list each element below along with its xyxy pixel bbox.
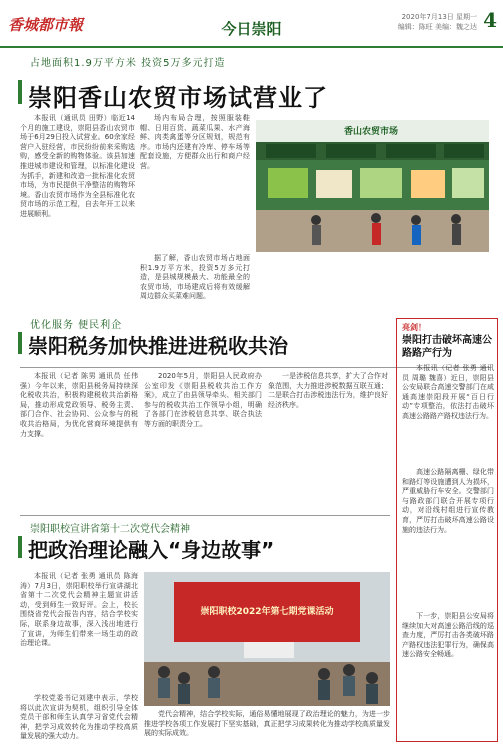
story1-column-1: 本报讯（通讯员 田野）临近14个月的施工建设，崇阳县香山农贸市场于6月29日投入试营业。60余家经营户入驻经营，市民纷纷前来采购选购，感受全新的购物体验。该县加速推进城市建设和管理，以标准化建设为抓手，新建和改造一批标准化农贸市场，为市民提供干净整洁的购物环境。香山农贸市场作为全县标准化农贸市场的示范工程，自去年开工以来进展顺利。 bbox=[20, 114, 135, 218]
sidebar-column-1: 本报讯（记者 张勇 通讯员 周璐 魏喜）近日，崇阳县公安局联合高速交警部门在咸通高速崇阳段开展“百日行动”专项整治，依法打击破坏高速公路路产路权违法行为。 bbox=[402, 364, 494, 420]
story2-column-2: 2020年5月，崇阳县人民政府办公室印发《崇阳县税收共治工作方案》，成立了由县领导牵头、相关部门参与的税收共治工作领导小组，明确了各部门在涉税信息共享、联合执法等方面的职责分工。 bbox=[144, 372, 262, 428]
sidebar-column-3: 下一步，崇阳县公安局将继续加大对高速公路沿线的巡查力度，严厉打击各类破坏路产路权违法犯罪行为，确保高速公路安全畅通。 bbox=[402, 612, 494, 659]
story1-column-3: 据了解，香山农贸市场占地面积1.9万平方米，投资5万多元打造，是县城规模最大、功能最全的农贸市场，市场建成后将有效缓解周边群众买菜难问题。 bbox=[140, 254, 250, 301]
classroom-photo-illustration bbox=[144, 572, 390, 706]
story1-title-bar bbox=[18, 80, 22, 104]
market-photo bbox=[256, 120, 489, 252]
story3-subtitle: 崇阳职校宣讲省第十二次党代会精神 bbox=[30, 524, 190, 535]
classroom-banner: 崇阳职校2022年第七期党课活动 bbox=[200, 607, 334, 617]
story2-subtitle: 优化服务 便民利企 bbox=[30, 320, 123, 331]
story2-title: 崇阳税务加快推进进税收共治 bbox=[28, 334, 288, 358]
story1-title: 崇阳香山农贸市场试营业了 bbox=[28, 84, 328, 112]
story3-column-1: 本报讯（记者 张勇 通讯员 陈海涛）7月3日，崇阳职校举行宣讲湖北省第十二次党代会精神主题宣讲活动，受到师生一致好评。会上，校长围绕省党代会报告内容，结合学校实际，联系身边故事，深入浅出地进行了宣讲，为师生们带来一场生动的政治理论课。 bbox=[20, 572, 138, 648]
story2-title-bar bbox=[18, 332, 22, 354]
section-title: 今日崇阳 bbox=[221, 20, 282, 38]
sidebar-column-2: 高速公路隔离栅、绿化带和路灯等设施遭到人为损坏，严重威胁行车安全。交警部门与路政部门联合开展专项行动，对沿线村组进行宣传教育，严厉打击破坏高速公路设施的违法行为。 bbox=[402, 468, 494, 534]
market-photo-illustration bbox=[256, 120, 489, 252]
market-photo-banner: 香山农贸市场 bbox=[344, 127, 399, 137]
sidebar-title: 崇阳打击破坏高速公路路产行为 bbox=[402, 335, 492, 359]
classroom-photo bbox=[144, 572, 390, 706]
page-number: 4 bbox=[483, 8, 497, 32]
story3-title: 把政治理论融入“身边故事” bbox=[28, 538, 275, 562]
masthead bbox=[0, 0, 503, 48]
story1-subtitle: 占地面积1.9万平方米 投资5万多元打造 bbox=[30, 58, 226, 69]
story3-column-2: 学校党委书记刘建中表示，学校将以此次宣讲为契机，组织引导全体党员干部和师生认真学习省党代会精神，把学习成效转化为推动学校高质量发展的强大动力。 bbox=[20, 694, 138, 741]
date-line: 2020年7月13日 星期一 编辑：陈旺 美编：魏之达 bbox=[397, 13, 477, 31]
story3-title-bar bbox=[18, 536, 22, 558]
newspaper-logo: 香城都市報 bbox=[8, 16, 84, 34]
divider-2 bbox=[20, 515, 390, 516]
story2-column-3: 一是涉税信息共享，扩大了合作对象范围，大力推进涉税数据互联互通；二是联合打击涉税违法行为，维护良好经济秩序。 bbox=[268, 372, 388, 409]
story3-column-3: 党代会精神，结合学校实际，通俗易懂地展现了政治理论的魅力，为进一步推进学校各项工作发展打下坚实基础，真正把学习成果转化为推动学校高质量发展的实际成效。 bbox=[144, 710, 390, 738]
story1-column-2: 场内布局合理，按照服装鞋帽、日用百货、蔬菜瓜果、水产海鲜、肉类禽蛋等分区规划，规范有序。市场内还建有冷库、停车场等配套设施，方便群众出行和商户经营。 bbox=[140, 114, 250, 170]
story2-column-1: 本报讯（记者 陈男 通讯员 任伟强）今年以来，崇阳县税务局持续深化税收共治，积极构建税收共治新格局，推动形成党政领导、税务主责、部门合作、社会协同、公众参与的税收共治格局，为优化营商环境提供有力支撑。 bbox=[20, 372, 138, 438]
sidebar-kicker: 亮剑！ bbox=[402, 323, 426, 332]
